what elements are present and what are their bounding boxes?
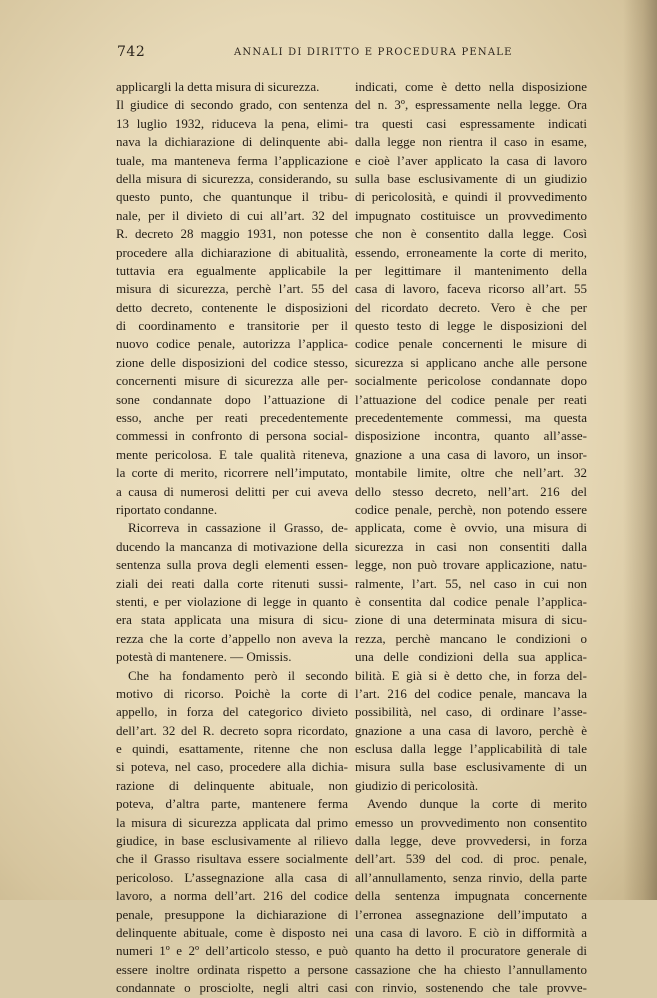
text-line: del ricordato decreto. Vero è che per	[355, 299, 587, 315]
text-line: sentenza sulla prova degli elementi essen-	[116, 557, 348, 573]
text-line: di pericolosità, e quindi il provvedimento	[355, 189, 587, 205]
text-line: esclusa dalla legge l’applicabilità di tale	[355, 741, 587, 757]
text-line: tuttavia era egualmente applicabile la	[116, 262, 348, 278]
text-line: precedentemente commessi, ma questa	[355, 410, 587, 426]
text-line: a causa di numerosi delitti per cui aveva	[116, 483, 348, 499]
text-line: per legittimare il mantenimento della	[355, 262, 587, 278]
text-line: essere inoltre ordinata rispetto a persone	[116, 961, 348, 977]
text-line: legge, non può trovare applicazione, natu-	[355, 557, 587, 573]
text-line: dalla legge non rientra il caso in esame,	[355, 134, 587, 150]
text-line: e quindi, esattamente, ritenne che non	[116, 741, 348, 757]
text-line: impugnato costituisce un provvedimento	[355, 207, 587, 223]
text-line: emesso un provvedimento non consentito	[355, 814, 587, 830]
running-head: ANNALI DI DIRITTO E PROCEDURA PENALE	[234, 47, 513, 58]
text-line: misura sulla base esclusivamente di un	[355, 759, 587, 775]
text-line: mente pericolosa. E tale qualità riteneva,	[116, 446, 348, 462]
text-line: l’erronea assegnazione dell’imputato a	[355, 906, 587, 922]
text-line: della sentenza impugnata concernente	[355, 888, 587, 904]
text-line: penale, presuppone la dichiarazione di	[116, 906, 348, 922]
text-line: montabile limite, oltre che nell’art. 32	[355, 465, 587, 481]
text-line: disposizione incontra, quanto all’asse-	[355, 428, 587, 444]
text-line: è consentita dal codice penale l’applica-	[355, 593, 587, 609]
text-line: dalla legge, deve provvedersi, in forza	[355, 833, 587, 849]
text-line: del n. 3º, espressamente nella legge. Ora	[355, 97, 587, 113]
page-header	[117, 44, 587, 62]
text-line: gnazione a una casa di lavoro, un insor-	[355, 446, 587, 462]
text-line: la corte di merito, ricorrere nell’imputato,	[116, 465, 348, 481]
text-line: tra questi casi espressamente indicati	[355, 115, 587, 131]
text-line: rezza, perchè mancano le condizioni o	[355, 630, 587, 646]
text-line: stenti, e per violazione di legge in quanto	[116, 593, 348, 609]
text-line: nava la dichiarazione di delinquente abi-	[116, 134, 348, 150]
text-line: sulla base esclusivamente di un giudizio	[355, 170, 587, 186]
text-line: pericoloso. L’assegnazione alla casa di	[116, 869, 348, 885]
text-line: gnazione a una casa di lavoro, perchè è	[355, 722, 587, 738]
text-line: di coordinamento e transitorie per il	[116, 318, 348, 334]
text-line: Il giudice di secondo grado, con sentenza	[116, 97, 348, 113]
text-line: quanto ha detto il procuratore generale di	[355, 943, 587, 959]
text-line: detto decreto, contenente le disposizioni	[116, 299, 348, 315]
text-line: esso, anche per reati precedentemente	[116, 410, 348, 426]
text-line: zione delle disposizioni del codice stesso,	[116, 354, 348, 370]
text-line: all’annullamento, senza rinvio, della parte	[355, 869, 587, 885]
text-line: rezza che la corte d’appello non aveva la	[116, 630, 348, 646]
text-line: e cioè l’aver applicato la casa di lavoro	[355, 152, 587, 168]
text-line: motivo di ricorso. Poichè la corte di	[116, 685, 348, 701]
text-line: giudizio di pericolosità.	[355, 777, 479, 793]
text-line: ziali dei reati dalla corte ritenuti sussi-	[116, 575, 348, 591]
text-line: che non è consentito dalla legge. Così	[355, 226, 587, 242]
text-line: codice penale concernenti le misure di	[355, 336, 587, 352]
text-line: bilità. E già si è detto che, in forza del-	[355, 667, 587, 683]
text-line: dello stesso decreto, nell’art. 216 del	[355, 483, 587, 499]
text-line: dell’art. 539 del cod. di proc. penale,	[355, 851, 587, 867]
text-line: applicata, come è ovvio, una misura di	[355, 520, 587, 536]
text-line: una casa di lavoro. E ciò in difformità a	[355, 924, 587, 940]
text-line: l’art. 216 del codice penale, mancava la	[355, 685, 587, 701]
text-line: possibilità, nel caso, di ordinare l’asse-	[355, 704, 587, 720]
text-line: ducendo la mancanza di motivazione della	[116, 538, 348, 554]
text-line: la misura di sicurezza applicata dal primo	[116, 814, 348, 830]
text-line: nuovo codice penale, autorizza l’applica-	[116, 336, 348, 352]
text-line: condannate o prosciolte, negli altri casi	[116, 980, 348, 996]
text-line: della misura di sicurezza, considerando, su	[116, 170, 348, 186]
text-line: questo punto, che quantunque il tribu-	[116, 189, 348, 205]
text-line: razione di delinquente abituale, non	[116, 777, 348, 793]
text-line: giudice, in base esclusivamente al rilievo	[116, 833, 348, 849]
page-edge-shadow	[623, 0, 657, 900]
text-line: applicargli la detta misura di sicurezza.	[116, 79, 320, 94]
text-line: casa di lavoro, faceva ricorso all’art. 55	[355, 281, 587, 297]
text-line: zione di una determinata misura di sicu-	[355, 612, 587, 628]
text-line: Che ha fondamento però il secondo	[128, 667, 348, 683]
text-line: nale, per il divieto di cui all’art. 32 del	[116, 207, 348, 223]
page-number: 742	[117, 44, 146, 60]
text-line: dell’art. 32 del R. decreto sopra ricordato,	[116, 722, 348, 738]
text-line: R. decreto 28 maggio 1931, non potesse	[116, 226, 348, 242]
text-line: con rinvio, sostenendo che tale provve-	[355, 980, 587, 996]
text-line: questo testo di legge le disposizioni del	[355, 318, 587, 334]
left-text-column	[116, 78, 348, 998]
text-line: poteva, d’altra parte, mantenere ferma	[116, 796, 348, 812]
text-line: era stata applicata una misura di sicu-	[116, 612, 348, 628]
text-line: Ricorreva in cassazione il Grasso, de-	[128, 520, 348, 536]
text-line: appello, in forza del categorico divieto	[116, 704, 348, 720]
text-line: codice penale, perchè, non potendo essere	[355, 501, 587, 517]
text-line: potestà di mantenere. — Omissis.	[116, 649, 292, 665]
text-line: procedere alla dichiarazione di abitualità,	[116, 244, 348, 260]
text-line: sone condannate dopo l’attuazione di	[116, 391, 348, 407]
text-line: l’attuazione del codice penale per reati	[355, 391, 587, 407]
text-line: socialmente pericolose condannate dopo	[355, 373, 587, 389]
text-line: una delle condizioni della sua applica-	[355, 649, 587, 665]
right-text-column	[355, 78, 587, 998]
text-line: sicurezza in casi non consentiti dalla	[355, 538, 587, 554]
text-line: Avendo dunque la corte di merito	[367, 796, 587, 812]
text-line: che il Grasso risultava essere socialmente	[116, 851, 348, 867]
text-line: numeri 1º e 2º dell’articolo stesso, e può	[116, 943, 348, 959]
text-line: lavoro, a norma dell’art. 216 del codice	[116, 888, 348, 904]
text-line: concernenti misure di sicurezza alle per-	[116, 373, 348, 389]
text-line: 13 luglio 1932, riduceva la pena, elimi-	[116, 115, 348, 131]
text-line: si poteva, nel caso, procedere alla dichia-	[116, 759, 348, 775]
text-line: sicurezza si applicano anche alle persone	[355, 354, 587, 370]
text-line: riportato condanne.	[116, 501, 218, 517]
text-line: misura di sicurezza, perchè l’art. 55 del	[116, 281, 348, 297]
text-line: indicati, come è detto nella disposizione	[355, 79, 587, 94]
text-line: cassazione che ha chiesto l’annullamento	[355, 961, 587, 977]
text-line: tuale, ma manteneva ferma l’applicazione	[116, 152, 348, 168]
text-line: ralmente, l’art. 55, nel caso in cui non	[355, 575, 587, 591]
text-line: commessi in confronto di persona social-	[116, 428, 348, 444]
text-line: delinquente abituale, come è disposto nei	[116, 924, 348, 940]
text-line: essendo, erroneamente la corte di merito,	[355, 244, 587, 260]
